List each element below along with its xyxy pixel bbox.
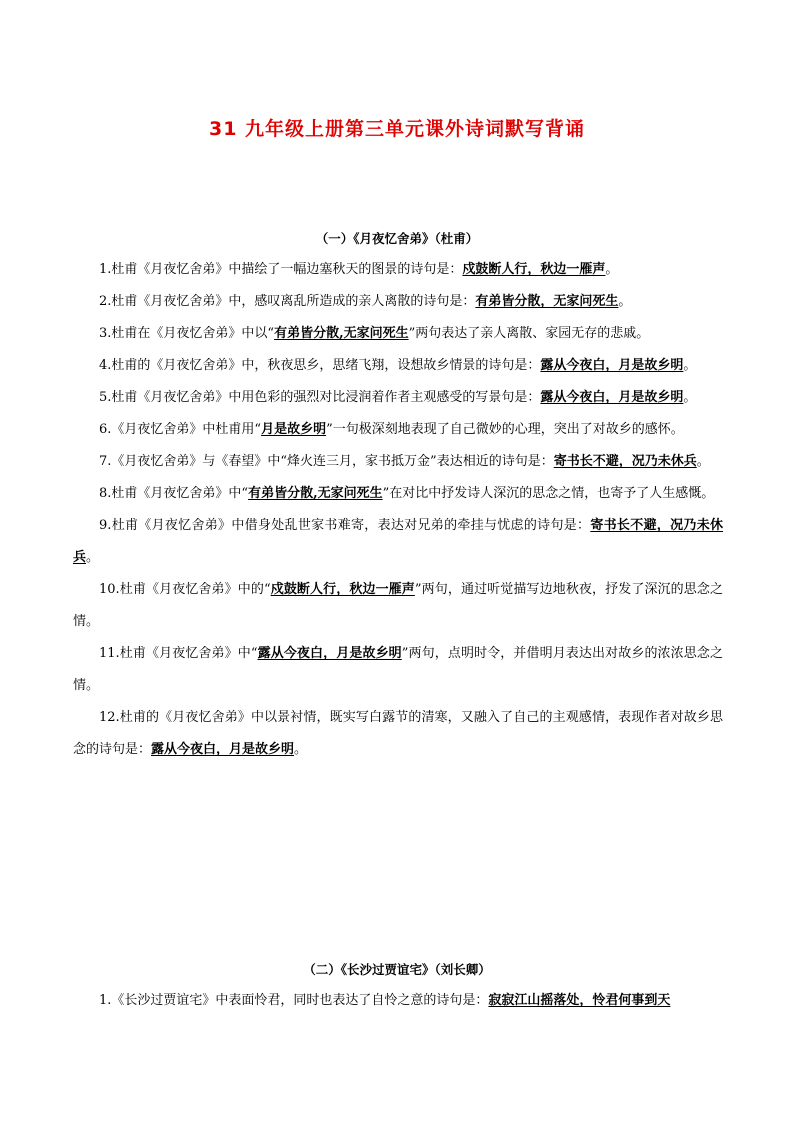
answer-text: 寄书长不避，况乃未休兵 [73, 518, 723, 565]
question-item: 11.杜甫《月夜忆舍弟》中“露从今夜白，月是故乡明”两句，点明时令，并借明月表达出对故乡的浓浓思念之情。 [73, 646, 723, 693]
answer-text: 露从今夜白，月是故乡明 [151, 742, 295, 757]
question-item: 4.杜甫的《月夜忆舍弟》中，秋夜思乡，思绪飞翔，设想故乡情景的诗句是：露从今夜白，月是故乡明。 [99, 358, 697, 373]
question-item: 9.杜甫《月夜忆舍弟》中借身处乱世家书难寄，表达对兄弟的牵挂与忧虑的诗句是：寄书长不避，况乃未休兵。 [73, 518, 723, 565]
question-item: 2.杜甫《月夜忆舍弟》中，感叹离乱所造成的亲人离散的诗句是：有弟皆分散，无家问死生。 [99, 294, 632, 309]
question-item: 8.杜甫《月夜忆舍弟》中“有弟皆分散,无家问死生”在对比中抒发诗人深沉的思念之情，也寄予了人生感慨。 [99, 486, 715, 501]
answer-text: 有弟皆分散,无家问死生 [248, 486, 383, 501]
question-item: 3.杜甫在《月夜忆舍弟》中以“有弟皆分散,无家问死生”两句表达了亲人离散、家园无存的悲戚。 [99, 326, 650, 341]
section-2-items [73, 985, 723, 1017]
answer-text: 露从今夜白，月是故乡明 [257, 646, 402, 661]
section-1-items [73, 254, 723, 766]
question-item: 6.《月夜忆舍弟》中杜甫用“月是故乡明”一句极深刻地表现了自己微妙的心理，突出了对故乡的感怀。 [99, 422, 684, 437]
question-item: 1.杜甫《月夜忆舍弟》中描绘了一幅边塞秋天的图景的诗句是：戍鼓断人行，秋边一雁声。 [99, 262, 619, 277]
answer-text: 戍鼓断人行，秋边一雁声 [462, 262, 606, 277]
question-item: 7.《月夜忆舍弟》与《春望》中“烽火连三月，家书抵万金”表达相近的诗句是：寄书长不避，况乃未休兵。 [99, 454, 710, 469]
answer-text: 露从今夜白，月是故乡明 [540, 390, 684, 405]
answer-text: 月是故乡明 [261, 422, 327, 437]
answer-text: 寄书长不避，况乃未休兵 [553, 454, 697, 469]
section-heading-1: （一）《月夜忆舍弟》（杜甫） [315, 231, 479, 246]
question-item: 1.《长沙过贾谊宅》中表面怜君，同时也表达了自怜之意的诗句是：寂寂江山摇落处，怜君何事到天 [99, 993, 671, 1008]
section-heading-2: （二）《长沙过贾谊宅》（刘长卿） [303, 962, 491, 977]
answer-text: 寂寂江山摇落处，怜君何事到天 [488, 993, 671, 1008]
page-title: 31 九年级上册第三单元课外诗词默写背诵 [208, 118, 586, 140]
question-item: 10.杜甫《月夜忆舍弟》中的“戍鼓断人行，秋边一雁声”两句，通过听觉描写边地秋夜，抒发了深沉的思念之情。 [73, 582, 723, 629]
answer-text: 有弟皆分散，无家问死生 [475, 294, 619, 309]
answer-text: 有弟皆分散,无家问死生 [274, 326, 409, 341]
answer-text: 露从今夜白，月是故乡明 [540, 358, 684, 373]
question-item: 12.杜甫的《月夜忆舍弟》中以景衬情，既实写白露节的清寒，又融入了自己的主观感情，表现作者对故乡思念的诗句是：露从今夜白，月是故乡明。 [73, 710, 723, 757]
question-item: 5.杜甫《月夜忆舍弟》中用色彩的强烈对比浸润着作者主观感受的写景句是：露从今夜白，月是故乡明。 [99, 390, 697, 405]
answer-text: 戍鼓断人行，秋边一雁声 [270, 582, 415, 597]
